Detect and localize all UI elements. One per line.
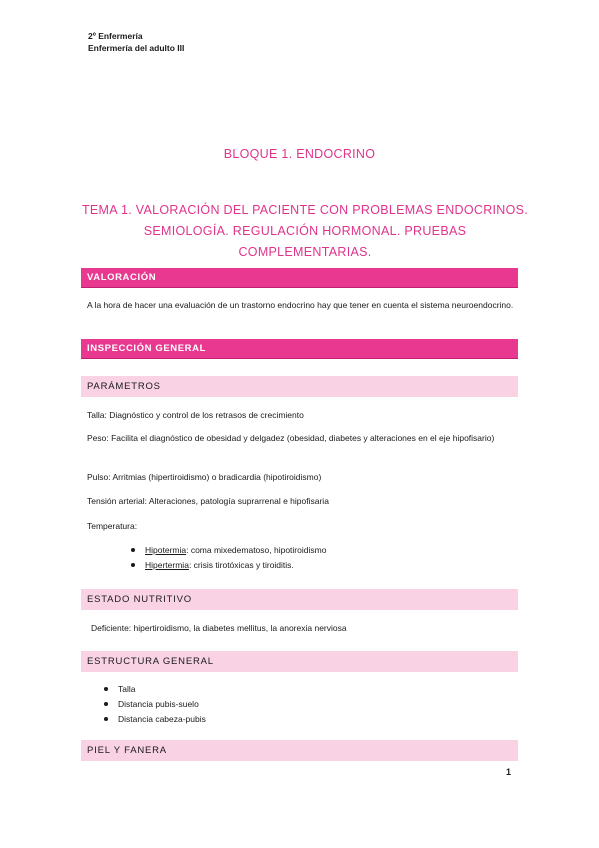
- list-item: Distancia cabeza-pubis: [104, 713, 206, 725]
- bullet-dot-icon: [104, 702, 108, 706]
- hipertermia-label: Hipertermia: [145, 560, 189, 570]
- document-header: [88, 30, 184, 54]
- parametro-pulso: Pulso: Arritmias (hipertiroidismo) o bradicardia (hipotiroidismo): [87, 472, 322, 482]
- parametro-temperatura: Temperatura:: [87, 521, 138, 531]
- course-subject: Enfermería del adulto III: [88, 43, 185, 53]
- topic-title-line-3: COMPLEMENTARIAS.: [238, 245, 372, 259]
- parametro-peso: Peso: Facilita el diagnóstico de obesidad y delgadez (obesidad, diabetes y alteraciones en el eje hipofisario): [87, 433, 495, 443]
- parametro-talla: Talla: Diagnóstico y control de los retrasos de crecimiento: [87, 410, 304, 420]
- bullet-dot-icon: [131, 563, 135, 567]
- topic-title-line-2: SEMIOLOGÍA. REGULACIÓN HORMONAL. PRUEBAS: [143, 224, 467, 238]
- subsection-heading-piel: PIEL Y FANERA: [81, 740, 518, 761]
- subsection-heading-estructura-general: ESTRUCTURA GENERAL: [81, 651, 518, 672]
- course-year: 2º Enfermería: [88, 31, 143, 41]
- topic-title-line-1: TEMA 1. VALORACIÓN DEL PACIENTE CON PROBLEMAS ENDOCRINOS.: [81, 203, 529, 217]
- valoracion-paragraph: A la hora de hacer una evaluación de un trastorno endocrino hay que tener en cuenta el sistema neuroendocrino.: [87, 300, 514, 310]
- topic-title: [80, 200, 530, 263]
- hipotermia-label: Hipotermia: [145, 545, 187, 555]
- block-title: BLOQUE 1. ENDOCRINO: [223, 147, 376, 161]
- bullet-hipertermia: [131, 559, 294, 571]
- section-heading-inspeccion: INSPECCIÓN GENERAL: [81, 339, 518, 359]
- hipotermia-text: : coma mixedematoso, hipotiroidismo: [186, 545, 327, 555]
- parametro-tension: Tensión arterial: Alteraciones, patología suprarrenal e hipofisaria: [87, 496, 329, 506]
- estado-nutritivo-text: Deficiente: hipertiroidismo, la diabetes mellitus, la anorexia nerviosa: [91, 623, 347, 633]
- list-item: Distancia pubis-suelo: [104, 698, 199, 710]
- hipertermia-text: : crisis tirotóxicas y tiroiditis.: [188, 560, 294, 570]
- section-heading-valoracion: VALORACIÓN: [81, 268, 518, 288]
- bullet-hipotermia: [131, 544, 326, 556]
- bullet-dot-icon: [131, 548, 135, 552]
- bullet-dot-icon: [104, 687, 108, 691]
- subsection-heading-parametros: PARÁMETROS: [81, 376, 518, 397]
- bullet-dot-icon: [104, 717, 108, 721]
- list-item: Talla: [104, 683, 135, 695]
- page-number: 1: [506, 767, 512, 777]
- subsection-heading-estado-nutritivo: ESTADO NUTRITIVO: [81, 589, 518, 610]
